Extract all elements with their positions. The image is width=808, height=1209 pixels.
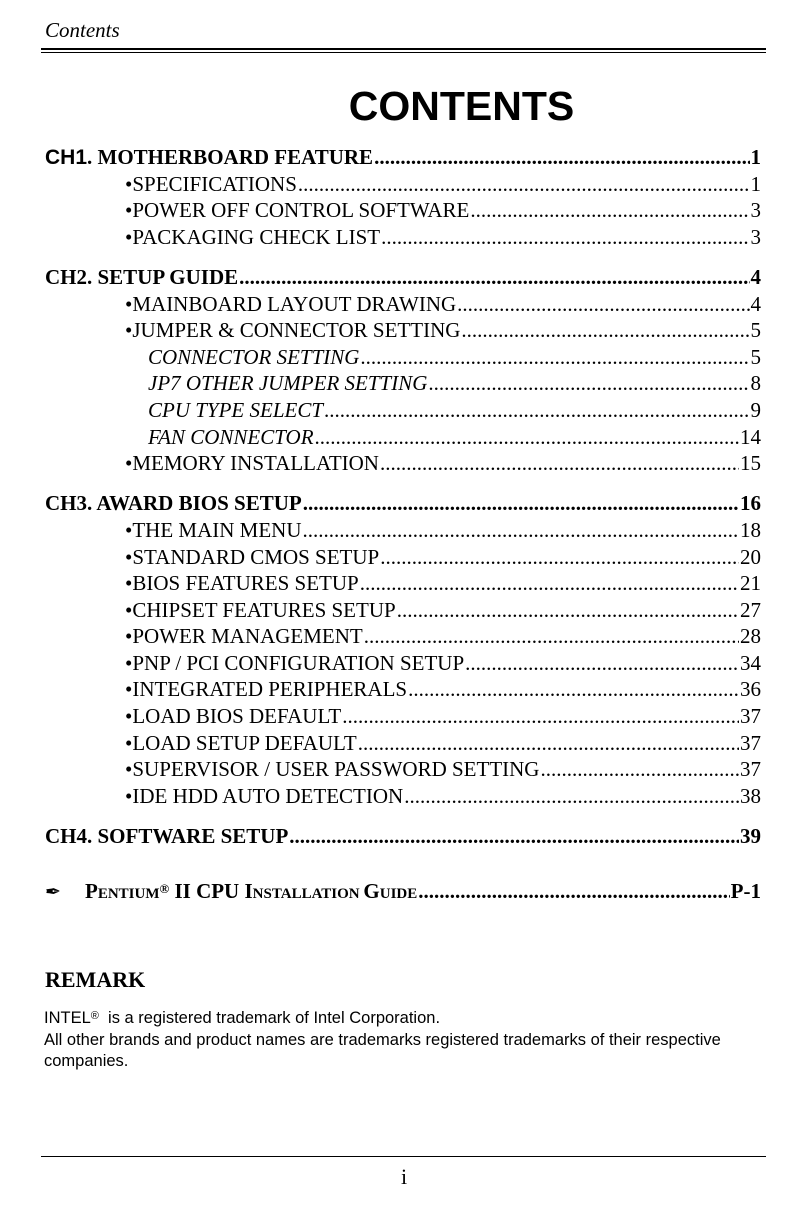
toc-entry-label: •JUMPER & CONNECTOR SETTING [125, 318, 461, 343]
dot-leader [465, 650, 739, 677]
toc-entry[interactable] [45, 517, 761, 544]
remark-text [44, 1008, 764, 1073]
dot-leader [404, 783, 739, 810]
toc-page-number: 27 [740, 597, 761, 622]
toc-entry-label: •IDE HDD AUTO DETECTION [125, 783, 404, 808]
trademark-line-intel: INTEL® is a registered trademark of Intel Corporation. [44, 1009, 441, 1027]
toc-entry[interactable] [45, 623, 761, 650]
toc-entry-label: CONNECTOR SETTING [148, 344, 360, 369]
dot-leader [380, 450, 739, 477]
toc-entry[interactable] [45, 650, 761, 677]
toc-entry[interactable] [45, 397, 761, 424]
dot-leader [298, 171, 750, 198]
toc-page-number: 37 [740, 704, 761, 729]
toc-page-number: 4 [750, 264, 761, 289]
dot-leader [374, 144, 749, 171]
toc-entry-label: •STANDARD CMOS SETUP [125, 544, 380, 569]
toc-entry-label: •THE MAIN MENU [125, 517, 302, 542]
toc-page-number: 1 [750, 171, 761, 196]
dot-leader [418, 878, 729, 905]
toc-page-number: 28 [740, 624, 761, 649]
dot-leader [360, 344, 749, 371]
toc-entry[interactable] [45, 291, 761, 318]
toc-entry[interactable] [45, 224, 761, 251]
toc-entry-label: ✒ PENTIUM® II CPU INSTALLATION GUIDE [45, 878, 417, 908]
toc-entry[interactable] [45, 171, 761, 198]
page-number: i [400, 1164, 408, 1189]
dot-leader [289, 823, 739, 850]
page-title: CONTENTS [348, 83, 575, 129]
toc-page-number: 1 [750, 145, 761, 169]
toc-entry[interactable] [45, 317, 761, 344]
pen-pointer-icon: ✒ [45, 881, 61, 903]
toc-entry-label: •MAINBOARD LAYOUT DRAWING [125, 291, 457, 316]
toc-page-number: 36 [740, 677, 761, 702]
toc-page-number: 3 [750, 198, 761, 223]
toc-page-number: 3 [750, 224, 761, 249]
toc-entry-label: CH3. AWARD BIOS SETUP [45, 491, 302, 516]
dot-leader [461, 317, 749, 344]
toc-page-number: 21 [740, 571, 761, 596]
toc-page-number: 20 [740, 544, 761, 569]
toc-entry-label: •CHIPSET FEATURES SETUP [125, 597, 396, 622]
toc-entry-label: •BIOS FEATURES SETUP [125, 571, 359, 596]
toc-entry[interactable] [45, 783, 761, 810]
trademark-line-others: All other brands and product names are trademarks registered trademarks of their respective companies. [44, 1030, 721, 1070]
toc-page-number: 5 [750, 344, 761, 369]
toc-entry-label: CH1. MOTHERBOARD FEATURE [45, 145, 374, 169]
toc-entry[interactable] [45, 570, 761, 597]
header-rule [41, 48, 766, 53]
toc-page-number: 4 [750, 291, 761, 316]
toc-page-number: 9 [750, 397, 761, 422]
toc-entry-label: •POWER OFF CONTROL SOFTWARE [125, 198, 470, 223]
dot-leader [315, 424, 739, 451]
toc-page-number: 18 [740, 517, 761, 542]
dot-leader [360, 570, 739, 597]
toc-entry[interactable] [45, 450, 761, 477]
dot-leader [239, 264, 749, 291]
dot-leader [428, 370, 749, 397]
toc-entry-label: CH2. SETUP GUIDE [45, 264, 239, 289]
toc-entry[interactable] [45, 676, 761, 703]
dot-leader [470, 197, 749, 224]
dot-leader [408, 676, 739, 703]
toc-entry-label: CH4. SOFTWARE SETUP [45, 824, 289, 849]
toc-entry[interactable] [45, 344, 761, 371]
toc-page-number: 37 [740, 757, 761, 782]
dot-leader [381, 224, 749, 251]
toc-entry[interactable] [45, 730, 761, 757]
dot-leader [358, 730, 739, 757]
toc-entry-label: JP7 OTHER JUMPER SETTING [148, 371, 428, 396]
dot-leader [324, 397, 749, 424]
toc-page-number: 15 [740, 451, 761, 476]
toc-entry-label: •LOAD BIOS DEFAULT [125, 704, 342, 729]
toc-entry-label: FAN CONNECTOR [148, 424, 314, 449]
toc-entry[interactable] [45, 197, 761, 224]
dot-leader [303, 490, 739, 517]
toc-entry-ch3[interactable] [45, 490, 761, 517]
toc-entry-label: •INTEGRATED PERIPHERALS [125, 677, 408, 702]
remark-heading: REMARK [45, 967, 146, 992]
toc-page-number: 34 [740, 650, 761, 675]
dot-leader [342, 703, 739, 730]
dot-leader [397, 597, 739, 624]
table-of-contents [45, 144, 761, 904]
toc-entry-ch1[interactable] [45, 144, 761, 171]
toc-entry-pentium-guide[interactable] [45, 878, 761, 905]
toc-entry[interactable] [45, 544, 761, 571]
footer-rule [41, 1156, 766, 1157]
toc-entry-label: •PNP / PCI CONFIGURATION SETUP [125, 650, 465, 675]
toc-entry-label: •PACKAGING CHECK LIST [125, 224, 381, 249]
toc-entry-ch4[interactable] [45, 823, 761, 850]
toc-page-number: 14 [740, 424, 761, 449]
toc-entry[interactable] [45, 370, 761, 397]
toc-entry-ch2[interactable] [45, 264, 761, 291]
dot-leader [303, 517, 739, 544]
toc-page-number: 5 [750, 318, 761, 343]
toc-page-number: 37 [740, 730, 761, 755]
toc-entry[interactable] [45, 703, 761, 730]
toc-page-number: 16 [740, 491, 761, 516]
toc-page-number: 39 [740, 824, 761, 849]
toc-page-number: 8 [750, 371, 761, 396]
toc-entry[interactable] [45, 424, 761, 451]
toc-entry-label: •POWER MANAGEMENT [125, 624, 363, 649]
toc-entry-label: CPU TYPE SELECT [148, 397, 324, 422]
toc-page-number: P-1 [730, 878, 761, 903]
dot-leader [380, 544, 739, 571]
toc-entry-label: •LOAD SETUP DEFAULT [125, 730, 357, 755]
dot-leader [457, 291, 749, 318]
toc-entry[interactable] [45, 597, 761, 624]
dot-leader [540, 756, 739, 783]
toc-entry-label: •MEMORY INSTALLATION [125, 451, 379, 476]
toc-page-number: 38 [740, 783, 761, 808]
toc-entry-label: •SUPERVISOR / USER PASSWORD SETTING [125, 757, 540, 782]
dot-leader [364, 623, 739, 650]
toc-entry-label: •SPECIFICATIONS [125, 171, 297, 196]
toc-entry[interactable] [45, 756, 761, 783]
running-head: Contents [45, 18, 120, 42]
